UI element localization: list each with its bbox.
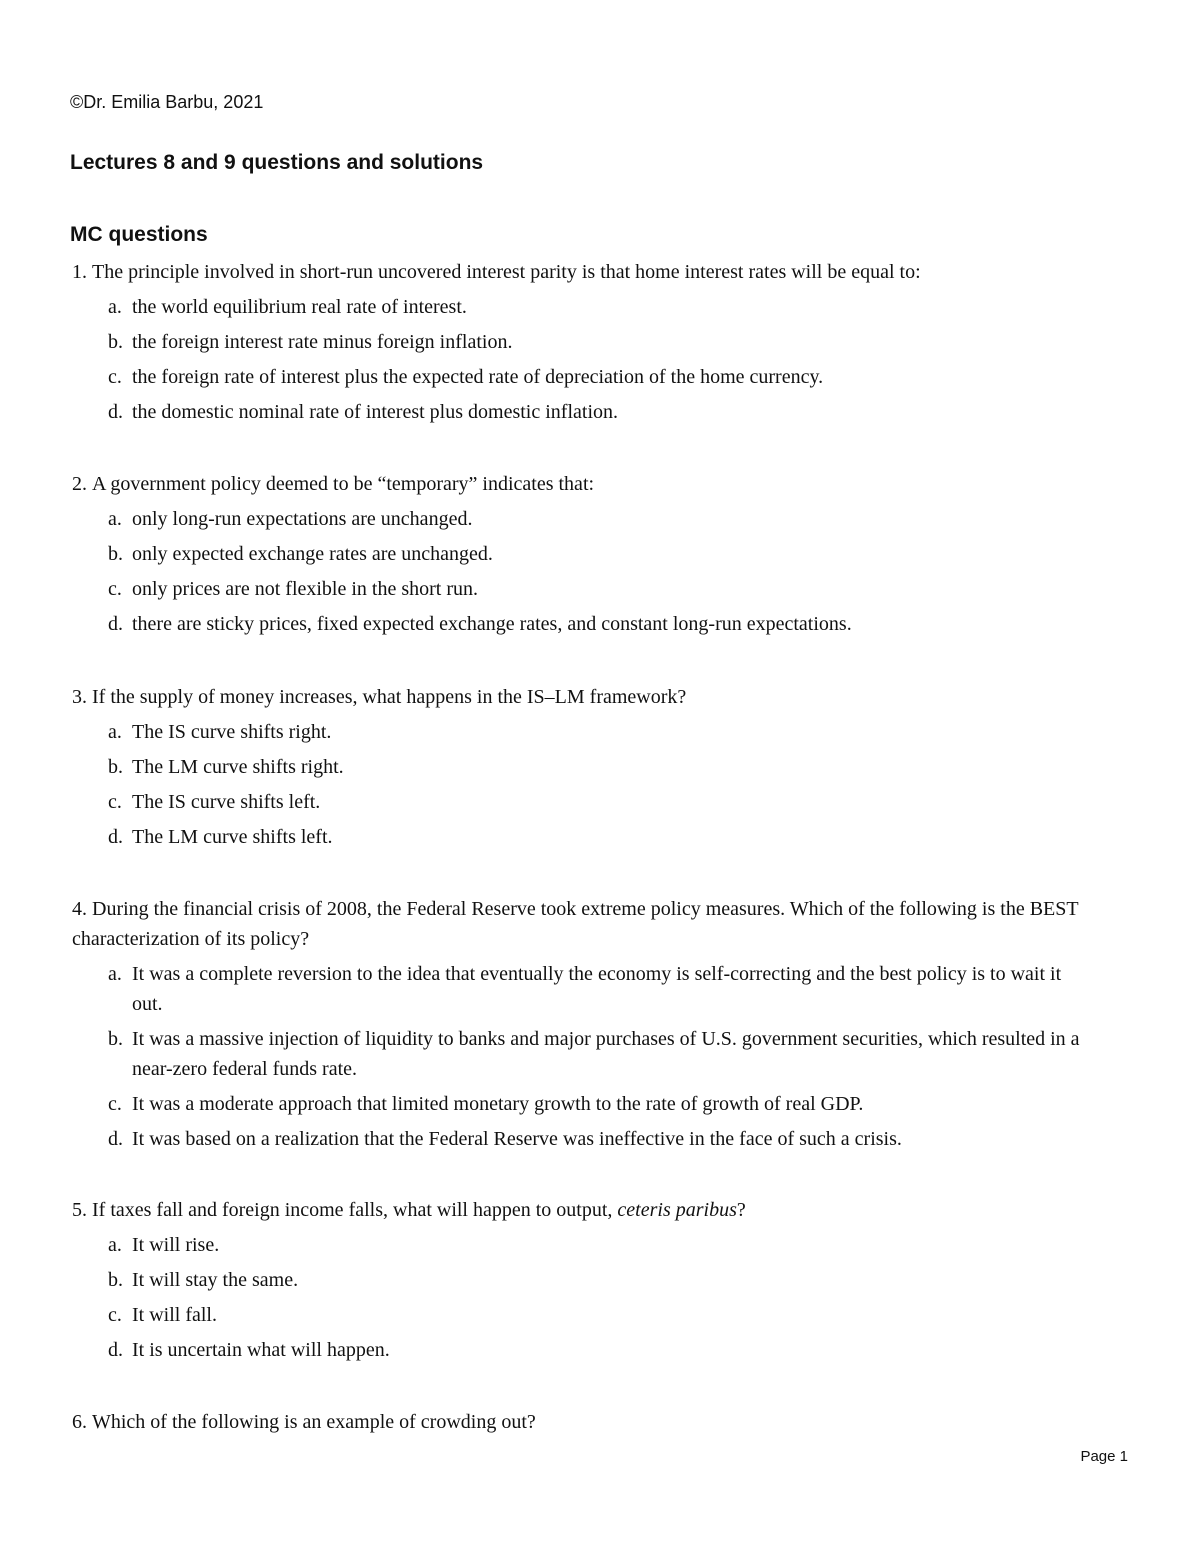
option-letter: d. <box>108 1339 123 1361</box>
question-number: 4. <box>72 898 87 920</box>
option-d <box>72 609 1082 639</box>
option-letter: a. <box>108 721 122 743</box>
document-title: Lectures 8 and 9 questions and solutions <box>70 151 484 174</box>
option-letter: b. <box>108 543 123 565</box>
question-4-stem <box>72 894 1082 954</box>
question-3-stem <box>72 682 1082 712</box>
option-text: It was based on a realization that the Federal Reserve was ineffective in the face of such a crisis. <box>132 1128 902 1150</box>
answer-options <box>72 1230 1082 1365</box>
option-letter: a. <box>108 508 122 530</box>
option-letter: b. <box>108 331 123 353</box>
question-6-stem <box>72 1407 1082 1437</box>
question-3 <box>72 682 1082 857</box>
option-b <box>72 327 1082 357</box>
option-letter: c. <box>108 366 122 388</box>
question-number: 1. <box>72 261 87 283</box>
option-letter: b. <box>108 1028 123 1050</box>
option-b <box>72 1024 1082 1084</box>
answer-options <box>72 959 1082 1154</box>
option-text: The LM curve shifts left. <box>132 826 333 848</box>
option-letter: c. <box>108 1093 122 1115</box>
option-text: the foreign interest rate minus foreign inflation. <box>132 331 513 353</box>
question-text: Which of the following is an example of crowding out? <box>92 1411 536 1433</box>
option-c <box>72 1300 1082 1330</box>
section-heading: MC questions <box>70 223 208 246</box>
answer-options <box>72 292 1082 427</box>
question-number: 3. <box>72 686 87 708</box>
option-a <box>72 292 1082 322</box>
option-b <box>72 539 1082 569</box>
option-letter: c. <box>108 578 122 600</box>
question-text-end: ? <box>736 1199 746 1221</box>
option-letter: c. <box>108 1304 122 1326</box>
option-letter: c. <box>108 791 122 813</box>
option-text: the world equilibrium real rate of interest. <box>132 296 467 318</box>
option-c <box>72 1089 1082 1119</box>
option-text: only long-run expectations are unchanged. <box>132 508 473 530</box>
question-text: A government policy deemed to be “temporary” indicates that: <box>92 473 595 495</box>
option-text: the foreign rate of interest plus the expected rate of depreciation of the home currency. <box>132 366 824 388</box>
answer-options <box>72 717 1082 852</box>
option-text: It was a massive injection of liquidity to banks and major purchases of U.S. government securities, which resulted in a near-zero federal funds rate. <box>132 1028 1080 1080</box>
option-text: the domestic nominal rate of interest plus domestic inflation. <box>132 401 618 423</box>
option-a <box>72 1230 1082 1260</box>
page-number: Page 1 <box>1080 1448 1128 1465</box>
option-d <box>72 1335 1082 1365</box>
option-letter: d. <box>108 613 123 635</box>
option-text: only prices are not flexible in the short run. <box>132 578 479 600</box>
question-text: During the financial crisis of 2008, the Federal Reserve took extreme policy measures. Which of the following is the BEST characterization of its policy? <box>72 898 1079 950</box>
question-text-italic: ceteris paribus <box>617 1199 737 1221</box>
option-text: The IS curve shifts right. <box>132 721 332 743</box>
option-letter: b. <box>108 1269 123 1291</box>
option-letter: a. <box>108 296 122 318</box>
question-1-stem <box>72 257 1082 287</box>
question-text: If the supply of money increases, what happens in the IS–LM framework? <box>92 686 687 708</box>
option-b <box>72 1265 1082 1295</box>
option-text: It was a moderate approach that limited monetary growth to the rate of growth of real GDP. <box>132 1093 864 1115</box>
option-text: there are sticky prices, fixed expected exchange rates, and constant long-run expectations. <box>132 613 852 635</box>
question-2 <box>72 469 1082 644</box>
question-number: 6. <box>72 1411 87 1433</box>
question-6 <box>72 1407 1082 1437</box>
option-letter: b. <box>108 756 123 778</box>
option-text: The LM curve shifts right. <box>132 756 344 778</box>
question-number: 5. <box>72 1199 87 1221</box>
option-text: The IS curve shifts left. <box>132 791 321 813</box>
question-text: If taxes fall and foreign income falls, what will happen to output, <box>92 1199 618 1221</box>
option-text: It was a complete reversion to the idea that eventually the economy is self-correcting and the best policy is to wait it out. <box>132 963 1062 1015</box>
option-a <box>72 504 1082 534</box>
option-text: It will stay the same. <box>132 1269 299 1291</box>
option-b <box>72 752 1082 782</box>
option-c <box>72 362 1082 392</box>
copyright-notice: ©Dr. Emilia Barbu, 2021 <box>70 92 264 112</box>
option-a <box>72 959 1082 1019</box>
answer-options <box>72 504 1082 639</box>
option-text: It will fall. <box>132 1304 217 1326</box>
question-5-stem <box>72 1195 1082 1225</box>
question-2-stem <box>72 469 1082 499</box>
option-a <box>72 717 1082 747</box>
option-c <box>72 574 1082 604</box>
option-d <box>72 397 1082 427</box>
option-text: It is uncertain what will happen. <box>132 1339 390 1361</box>
question-text: The principle involved in short-run uncovered interest parity is that home interest rates will be equal to: <box>92 261 921 283</box>
question-4 <box>72 894 1082 1159</box>
option-letter: d. <box>108 1128 123 1150</box>
option-letter: d. <box>108 401 123 423</box>
option-c <box>72 787 1082 817</box>
option-text: only expected exchange rates are unchanged. <box>132 543 493 565</box>
option-d <box>72 822 1082 852</box>
option-letter: a. <box>108 963 122 985</box>
question-number: 2. <box>72 473 87 495</box>
option-text: It will rise. <box>132 1234 220 1256</box>
option-letter: a. <box>108 1234 122 1256</box>
option-d <box>72 1124 1082 1154</box>
question-5 <box>72 1195 1082 1370</box>
question-1 <box>72 257 1082 432</box>
option-letter: d. <box>108 826 123 848</box>
